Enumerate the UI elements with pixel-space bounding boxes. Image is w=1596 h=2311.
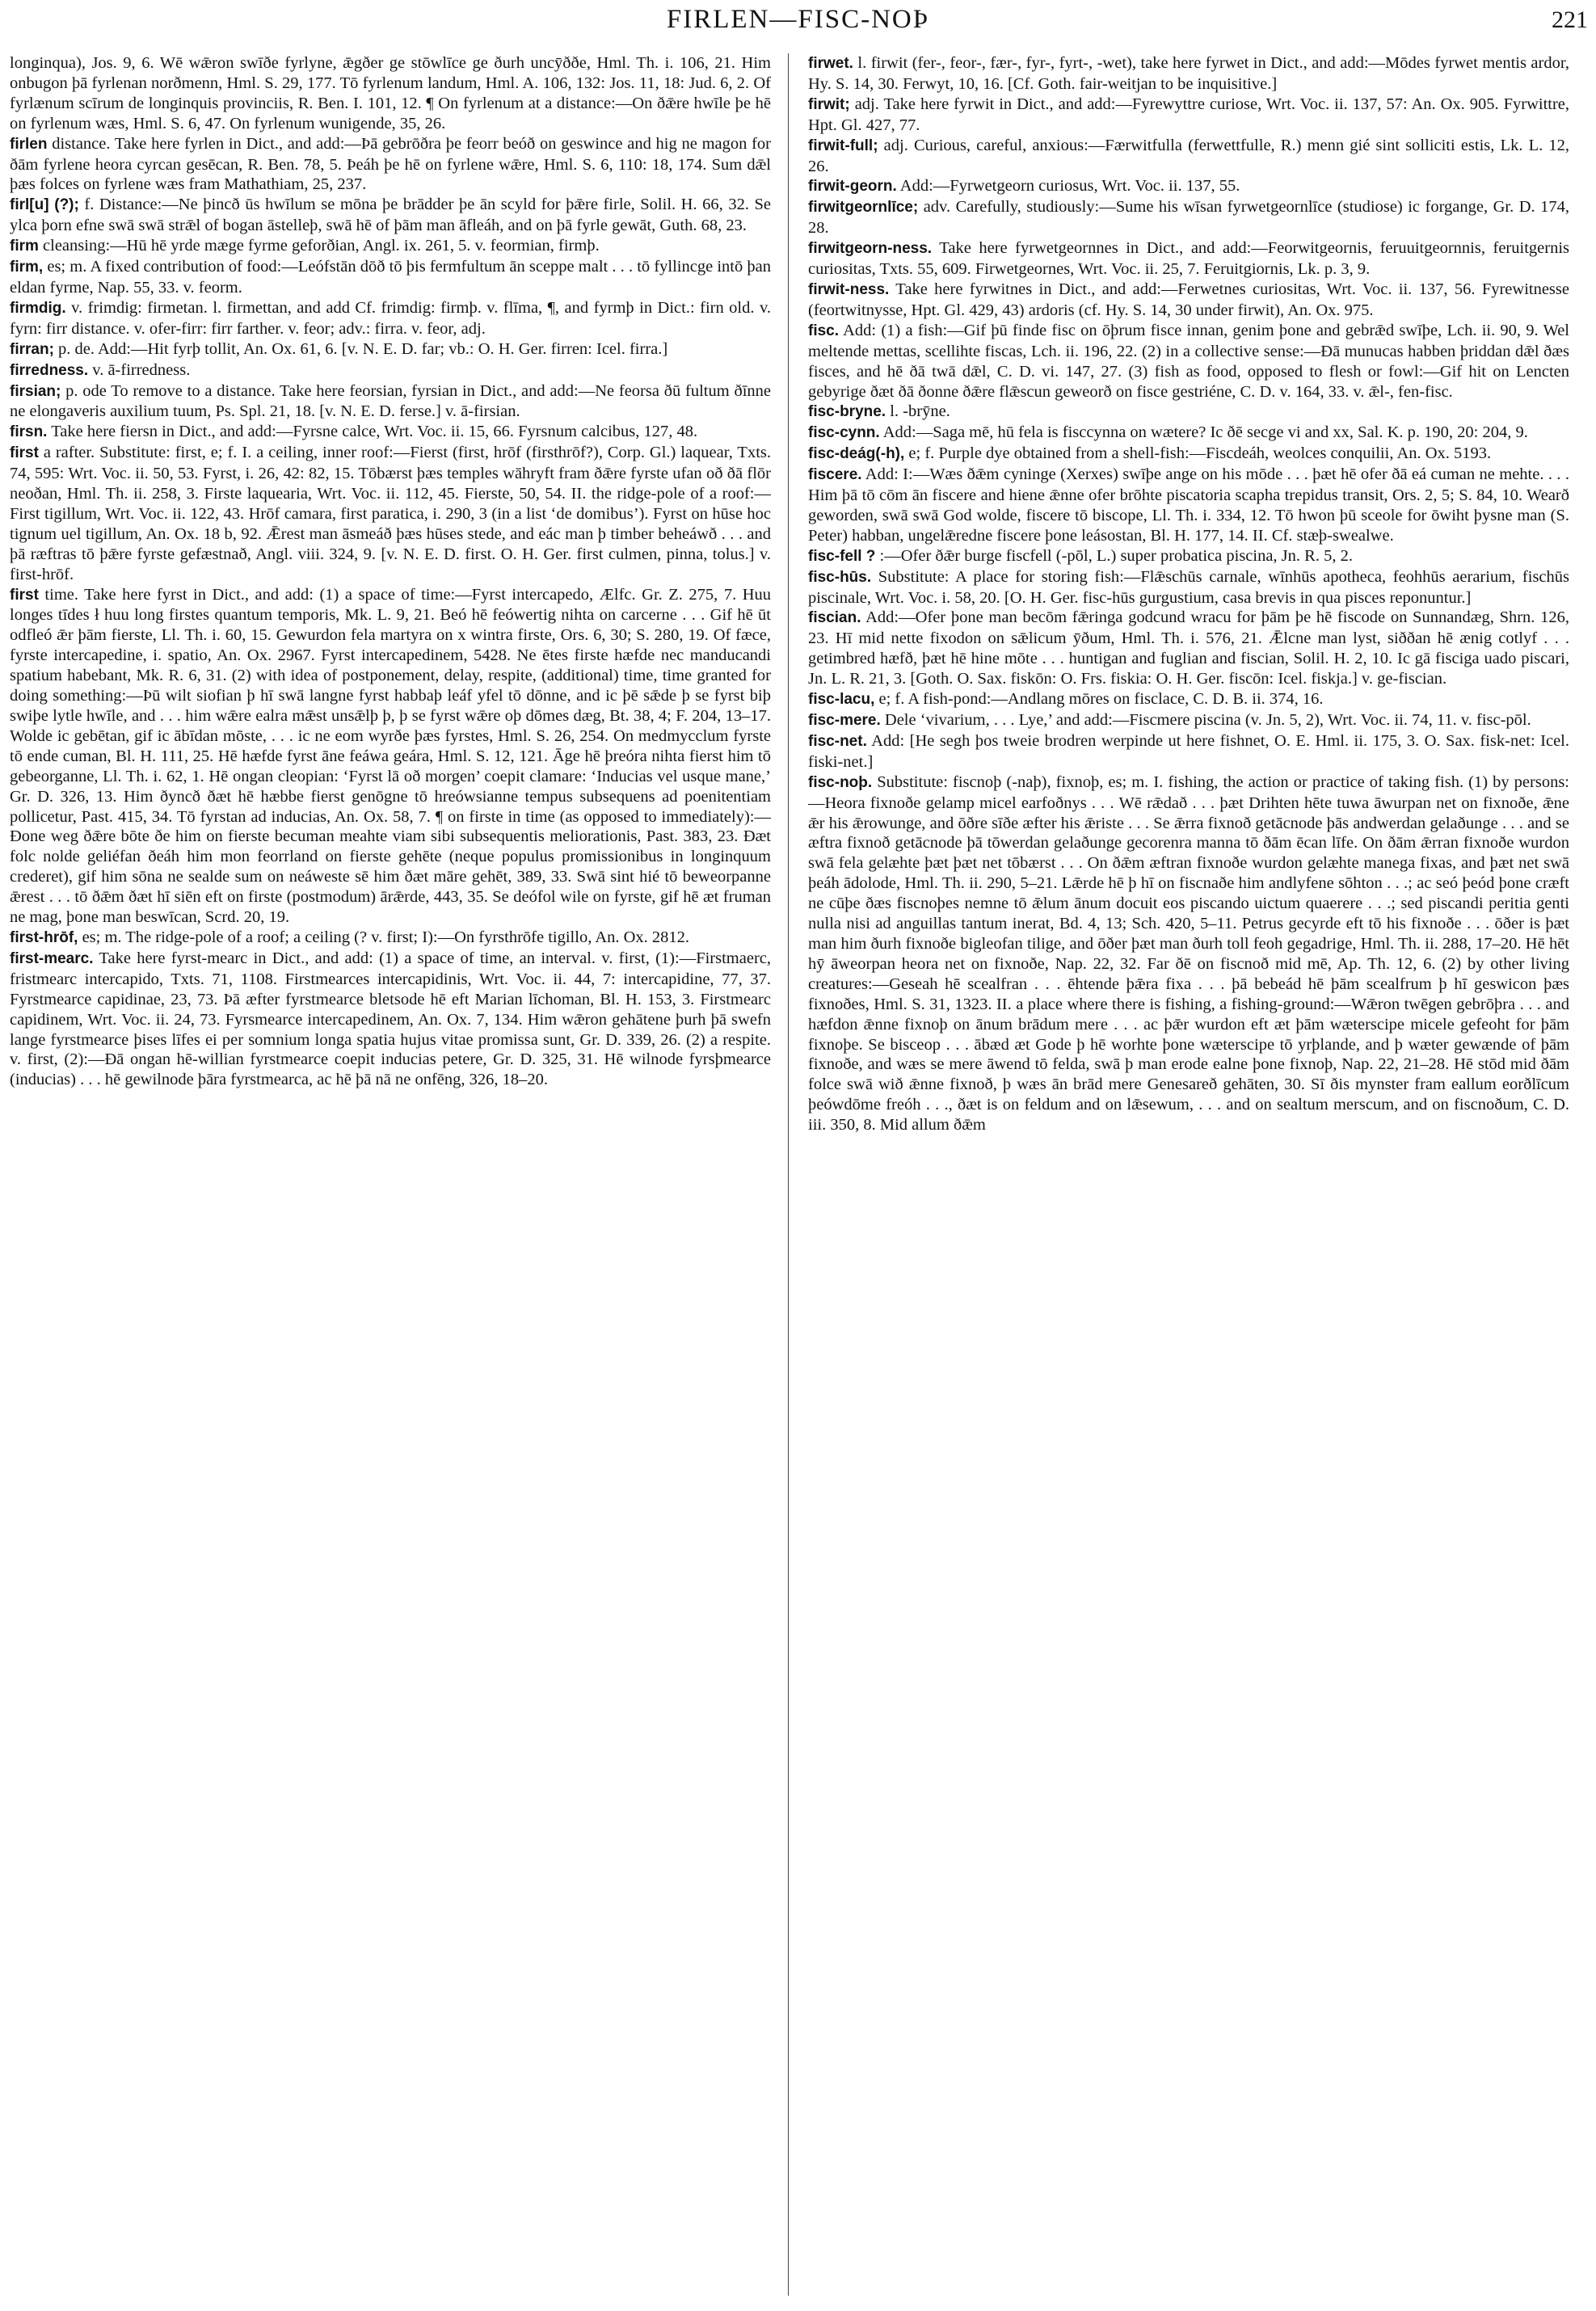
dictionary-entry — [808, 176, 1569, 197]
dictionary-entry — [808, 772, 1569, 1135]
entry-headword: first-hrōf, — [10, 928, 78, 946]
entry-headword: fisc-bryne. — [808, 403, 886, 421]
running-header — [0, 0, 1596, 39]
dictionary-entry — [808, 608, 1569, 689]
page-number: 221 — [1552, 6, 1588, 33]
entry-text: adj. Take here fyrwit in Dict., and add:—Fyrewyttre curiose, Wrt. Voc. ii. 137, 57: An. Ox. 905. Fyrwittre, Hpt. Gl. 427, 77. — [808, 95, 1569, 134]
dictionary-entry — [808, 567, 1569, 608]
dictionary-entry — [808, 53, 1569, 95]
entry-headword: firwitgeornlīce; — [808, 199, 919, 217]
right-column — [808, 53, 1569, 2300]
dictionary-entry — [10, 949, 771, 1090]
dictionary-entry — [808, 238, 1569, 280]
entry-text: Take here fyrwetgeornnes in Dict., and add:—Feorwitgeornis, feruuitgeornnis, feruitgernis curiositas, Txts. 55, 609. Firwetgeornes, Wrt. Voc. ii. 25, 7. Feruitgiornis, Lk. p. 3, 9. — [808, 239, 1569, 279]
entry-text: Add:—Saga mē, hū fela is fisccynna on wætere? Ic ðē secge vi and xx, Sal. K. p. 190, 20: 204, 9. — [882, 423, 1528, 442]
entry-text: Take here fyrst-mearc in Dict., and add: (1) a space of time, an interval. v. first, (1):—Firstmaerc, fristmearc intercapido, Txts. 71, 1108. Firstmearces intercapidinis, Wrt. Voc. ii. 44, 7: intercapidine, 77, 37. Fyrstmearce capidinae, 23, 73. Þā æfter fyrstmearce bletsode hē eft Marian līchoman, Bl. H. 153, 3. Firstmearc capidinem, Wrt. Voc. ii. 24, 73. Fyrsmearce intercapedinem, An. Ox. 7, 134. Him wǣron gehātene þurh þā swefn lange fyrstmearce þises līfes ei per somnium longa spatia hujus vitae promissa sunt, Gr. D. 339, 26. (2) a respite. v. first, (2):—Ðā ongan hē-willian fyrstmearce coepit inducias petere, Gr. D. 325, 31. Hē wilnode fyrsþmearce (inducias) . . . hē gewilnode þāra fyrstmearca, ac hē þā nā ne onfēng, 326, 18–20. — [10, 949, 771, 1089]
entry-headword: firwit-ness. — [808, 280, 890, 298]
entry-headword: fiscian. — [808, 609, 861, 627]
entry-headword: firwit-georn. — [808, 178, 897, 196]
entry-headword: fisc-net. — [808, 732, 867, 750]
dictionary-entry — [808, 402, 1569, 423]
dictionary-entry — [808, 136, 1569, 177]
entry-headword: firm — [10, 238, 39, 255]
entry-headword: firran; — [10, 340, 54, 358]
entry-headword: fisc-deág(-h), — [808, 445, 905, 463]
entry-text: a rafter. Substitute: first, e; f. I. a ceiling, inner roof:—Fierst (first, hrōf (firsthrōf?), Corp. Gl.) laquear, Txts. 74, 595: Wrt. Voc. ii. 50, 53. Fyrst, i. 26, 42: 82, 15. Tōbærst þæs temples wāhryft fram ðǣre fyrste ufan oð ðā flōr neoðan, Hml. Th. ii. 258, 3. Firste laquearia, Wrt. Voc. ii. 112, 45. Fierste, 50, 54. II. the ridge-pole of a roof:—First tigillum, Wrt. Voc. ii. 122, 43. Hrōf camara, first paratica, i. 290, 3 (in a list ‘de domibus’). Fyrst on hūse hoc tignum uel tigillum, An. Ox. 18 b, 92. Ǣrest man āsmeáð þæs hūses stede, and eác man þ timber beheáwð . . . and þā ræftras tō þǣre fyrste gefæstnað, Angl. viii. 324, 9. [v. N. E. D. first. O. H. Ger. first culmen, pinna, tolus.] v. first-hrōf. — [10, 444, 771, 583]
entry-text: :—Ofer ðǣr burge fiscfell (-pōl, L.) super probatica piscina, Jn. R. 5, 2. — [879, 546, 1353, 565]
dictionary-entry — [10, 443, 771, 584]
entry-headword: firl[u] (?); — [10, 196, 79, 214]
entry-text: Take here fiersn in Dict., and add:—Fyrsne calce, Wrt. Voc. ii. 15, 66. Fyrsnum calcibus, 127, 48. — [51, 423, 698, 441]
entry-text: Add: [He segh þos tweie brodren werpinde ut here fishnet, O. E. Hml. ii. 175, 3. O. Sax. fisk-net: Icel. fiski-net.] — [808, 731, 1569, 771]
entry-headword: firsn. — [10, 423, 48, 441]
entry-headword: fisc-hūs. — [808, 568, 872, 586]
dictionary-entry — [808, 689, 1569, 710]
dictionary-entry — [808, 95, 1569, 136]
entry-text: v. frimdig: firmetan. l. firmettan, and add Cf. frimdig: firmþ. v. flīma, ¶, and fyrmþ in Dict.: firn old. v. fyrn: firr distance. v. ofer-firr: firr farther. v. feor; adv.: firra. v. feor, adj. — [10, 298, 771, 338]
entry-text: Take here fyrwitnes in Dict., and add:—Ferwetnes curiositas, Wrt. Voc. ii. 137, 56. Fyrewitnesse (feortwitnysse, Hpt. Gl. 429, 43) ardoris (cf. Hy. S. 14, 30 under firwit), An. Ox. 975. — [808, 280, 1569, 319]
entry-headword: firwet. — [808, 55, 853, 72]
entry-text: l. -brȳne. — [890, 402, 950, 421]
entry-headword: firmdig. — [10, 299, 66, 317]
dictionary-entry — [10, 928, 771, 949]
dictionary-entry — [808, 444, 1569, 465]
entry-headword: fisc-mere. — [808, 712, 881, 729]
entry-text: time. Take here fyrst in Dict., and add: (1) a space of time:—Fyrst intercapedo, Ælfc. Gr. Z. 275, 7. Huu longes tīdes ł huu long firstes quantum temporis, Mk. L. 9, 21. Beó hē feówertig nihta on carcerne . . . Gif hē ūt odfleó ǣr þām fierste, Ll. Th. i. 60, 15. Gewurdon fela martyra on x wintra firste, Ors. 6, 30; S. 280, 19. Of fæce, fyrste intercapedine, i. spatio, An. Ox. 2967. Fyrst intercapedinem, 5428. Ne ētes firste hæfde nec manducandi spatium habebant, Mk. R. 6, 31. (2) with idea of postponement, delay, respite, (additional) time, time granted for doing something:—Þū wilt siofian þ hī swā langne fyrst habbaþ leáf yfel tō dōnne, and ic þē sǣde þ se fyrst biþ swiþe lytle hwīle, and . . . him wǣre ealra mǣst unsǣlþ þ, þ se fyrst wǣre oþ dōmes dæg, Bt. 38, 4; F. 204, 13–17. Wolde ic gebētan, gif ic ābīdan mōste, . . . ic ne eom wyrðe þæs fyrstes, Hml. S. 26, 254. On medmycclum fyrste tō ende cuman, Bl. H. 111, 25. Hē hæfde fyrst āne feáwa geára, Hml. S. 12, 121. Āge hē þreóra nihta fierst him tō gebeorganne, Ll. Th. i. 62, 1. Hē ongan cleopian: ‘Fyrst lā oð morgen’ coepit clamare: ‘Inducias vel usque mane,’ Gr. D. 326, 13. Him ðyncð ðæt hē hæbbe fierst genōgne tō hreówsianne tempus subsequens ad poenitentiam pollicetur, Past. 415, 34. Tō fyrstan ad inducias, An. Ox. 58, 7. ¶ on firste in time (as opposed to immediately):—Ðone weg ðǣre bōte ðe him on fierste becuman meahte viam sibi subsequentis meliorationis, Past. 383, 23. Ðæt folc nolde geliéfan ðeáh him mon feorrland on fierste gehēte (neque populus promissionibus in longinquum crederet), gif him sōna ne sealde sum on neáweste sē him ðæt māre gehēt, 389, 33. Swā sint hié tō beweorpanne ǣrest . . . tō ðǣm ðæt hī siēn eft on firste (postmodum) ārǣrde, 443, 35. Se deófol wile on fyrste, gif hē æt fruman ne mag, þone man beswīcan, Scrd. 20, 19. — [10, 585, 771, 927]
dictionary-entry — [10, 360, 771, 381]
entry-headword: firlen — [10, 135, 48, 153]
entry-text: Add:—Fyrwetgeorn curiosus, Wrt. Voc. ii. 137, 55. — [899, 177, 1240, 196]
entry-headword: first — [10, 586, 39, 604]
entry-text: p. de. Add:—Hit fyrþ tollit, An. Ox. 61, 6. [v. N. E. D. far; vb.: O. H. Ger. firren: Icel. firra.] — [58, 339, 668, 358]
entry-headword: firsian; — [10, 382, 61, 400]
entry-headword: fisc-lacu, — [808, 691, 875, 709]
entry-text: Add: I:—Wæs ðǣm cyninge (Xerxes) swīþe ange on his mōde . . . þæt hē ofer ðā eá cuman ne mehte. . . . Him þā tō cōm ān fiscere and hiene ǣnne ofer brōhte piscatoria scapha trepidus transit, Ors. 2, 5; S. 84, 10. Wearð geworden, swā swā God wolde, fiscere tō biscope, Ll. Th. i. 334, 12. Tō hwon þū sceole for ōwiht þysne man (S. Peter) habban, ungelǣredne fiscere þone leásostan, Bl. H. 177, 14. II. Cf. stæþ-swealwe. — [808, 465, 1569, 545]
entry-text: es; m. The ridge-pole of a roof; a ceiling (? v. first; I):—On fyrsthrōfe tigillo, An. Ox. 2812. — [82, 928, 690, 946]
entry-headword: fiscere. — [808, 466, 862, 484]
entry-text: longinqua), Jos. 9, 6. Wē wǣron swīðe fyrlyne, ǣgðer ge stōwlīce ge ðurh uncȳððe, Hml. Th. i. 106, 21. Him onbugon þā fyrlenan norðmenn, Hml. S. 29, 177. Tō fyrlenum landum, Hml. A. 106, 132: Jos. 11, 18: Jud. 6, 2. Of fyrlænum scīrum de longinquis provinciis, R. Ben. I. 101, 12. ¶ On fyrlenum at a distance:—On ðǣre hwīle þe hē on fyrlenum wæs, Hml. S. 6, 47. On fyrlenum wunigende, 35, 26. — [10, 54, 771, 133]
dictionary-entry — [808, 423, 1569, 444]
entry-text: adv. Carefully, studiously:—Sume his wīsan fyrwetgeornlīce (studiose) ic forgange, Gr. D. 174, 28. — [808, 198, 1569, 238]
dictionary-entry — [10, 298, 771, 339]
entry-text: es; m. A fixed contribution of food:—Leófstān dōð tō þis fermfultum ān sceppe malt . . . tō fyllincge intō þan eldan fyrme, Nap. 55, 33. v. feorm. — [10, 258, 771, 297]
entry-headword: fisc. — [808, 322, 840, 339]
entry-text: Substitute: A place for storing fish:—Flǣschūs carnale, wīnhūs apotheca, feohhūs aerarium, fischūs piscinale, Wrt. Voc. i. 58, 20. [O. H. Ger. fisc-hūs gurgustium, casa brevis in qua pisces reponuntur.] — [808, 567, 1569, 607]
entry-text: distance. Take here fyrlen in Dict., and add:—Þā gebrōðra þe feorr beóð on geswince and hig ne magon for ðām fyrlene heora cyrcan gesēcan, R. Ben. 78, 5. Þeáh þe hē on fyrlene wǣre, Hml. S. 6, 110: 18, 174. Sum dǣl þæs folces on fyrlene wæs fram Mathathiam, 25, 237. — [10, 134, 771, 194]
entry-headword: firredness. — [10, 361, 89, 379]
column-divider — [788, 53, 789, 2296]
dictionary-entry — [10, 422, 771, 443]
entry-headword: firm, — [10, 259, 44, 276]
entry-text: e; f. A fish-pond:—Andlang mōres on fisclace, C. D. B. ii. 374, 16. — [878, 690, 1324, 709]
entry-headword: firwitgeorn-ness. — [808, 240, 933, 258]
entry-headword: fisc-fell ? — [808, 547, 876, 565]
entry-text: e; f. Purple dye obtained from a shell-fish:—Fiscdeáh, weolces conquilii, An. Ox. 5193. — [908, 444, 1492, 463]
dictionary-entry — [808, 731, 1569, 772]
dictionary-entry — [808, 321, 1569, 402]
dictionary-entry — [10, 257, 771, 298]
dictionary-entry — [10, 585, 771, 928]
entry-headword: firwit-full; — [808, 137, 878, 154]
entry-text: p. ode To remove to a distance. Take here feorsian, fyrsian in Dict., and add:—Ne feorsa ðū fultum ðīnne ne elongaveris auxilium tuum, Ps. Spl. 21, 18. [v. N. E. D. ferse.] v. ā-firsian. — [10, 381, 771, 421]
entry-text: Add: (1) a fish:—Gif þū finde fisc on ōþrum fisce innan, genim þone and gebrǣd swīþe, Lch. ii. 90, 9. Wel meltende mettas, scellihte fiscas, Lch. ii. 196, 22. (2) in a collective sense:—Ðā munucas habben þriddan dǣl ðæs fisces, and hē ðā twā dǣl, C. D. vi. 147, 27. (3) fish as food, opposed to flesh or fowl:—Gif hit on Lencten gebyrige ðæt ðā ðonne ðǣre flǣscun geweorð on fisce gestriéne, C. D. v. 164, 33. v. ǣl-, fen-fisc. — [808, 321, 1569, 401]
dictionary-entry — [10, 339, 771, 360]
entry-headword: fisc-cynn. — [808, 424, 880, 442]
entry-headword: fisc-noþ. — [808, 773, 873, 791]
entry-headword: firwit; — [808, 95, 850, 113]
dictionary-entry — [808, 465, 1569, 546]
dictionary-entry — [10, 53, 771, 134]
entry-text: adj. Curious, careful, anxious:—Færwitfulla (ferwettfulle, R.) menn gié sint solliciti estis, Lk. L. 12, 26. — [808, 136, 1569, 175]
entry-text: Dele ‘vivarium, . . . Lye,’ and add:—Fiscmere piscina (v. Jn. 5, 2), Wrt. Voc. ii. 74, 11. v. fisc-pōl. — [884, 711, 1531, 729]
entry-text: Add:—Ofer þone man becōm fǣringa godcund wracu for þām þe hē fiscode on Sunnandæg, Shrn. 126, 23. Hī mid nette fixodon on sǣlicum ȳðum, Hml. Th. i. 576, 21. Ǣlcne man lyst, siððan hē ænig cotlyf . . . getimbred hæfð, þæt hē hine mōte . . . huntigan and fuglian and fiscian, Solil. H. 2, 10. Ic gā fisciga uado piscari, Jn. L. R. 21, 3. [Goth. O. Sax. fiskōn: O. Frs. fiskia: O. H. Ger. fiscōn: Icel. fiskja.] v. ge-fiscian. — [808, 608, 1569, 688]
entry-headword: first-mearc. — [10, 949, 94, 967]
entry-text: f. Distance:—Ne þincð ūs hwīlum se mōna þe brādder þe ān scyld for þǣre firle, Solil. H. 66, 32. Se ylca þorn efne swā swā strǣl of bogan āstelleþ, swā hē of þām man āfleáh, and on þā fyrle gewāt, Guth. 68, 23. — [10, 196, 771, 235]
dictionary-entry — [808, 546, 1569, 567]
dictionary-entry — [10, 381, 771, 423]
dictionary-entry — [808, 197, 1569, 238]
running-title: FIRLEN—FISC-NOÞ — [666, 5, 930, 34]
entry-text: Substitute: fiscnoþ (-naþ), fixnoþ, es; m. I. fishing, the action or practice of taking fish. (1) by persons:—Heora fixnoðe gelamp micel earfoðnys . . . Wē rǣdað . . . þæt Drihten hēte tuwa āwurpan net on fixnoðe, ǣne ǣr his ǣrowunge, and ōðre sīðe æfter his ǣriste . . . Se ǣrra fixnoð getācnode þās andwerdan gelaðunge . . . and se æftra fixnoð getācnode þā tōwerdan gelaðunge gecorenra manna tō ðām ēcan līfe. On ðām ǣrran fixnoðe wurdon swā fela gelæhte þæt þæt net tōbærst . . . On ðǣm æftran fixnoðe wurdon gelæhte manega fixas, and þæt net swā þeáh ādolode, Hml. Th. ii. 290, 5–21. Lǣrde hē þ hī on fiscnaðe him andlyfene sōhton . . .; ac seó þeód þone cræft ne cūþe ðæs fiscnoþes nemne tō ǣlum ānum docuit eos piscando uictum quaerere . . .; sed piscandi peritia genti nulla nisi ad anguillas tantum inerat, Bd. 4, 13; Sch. 420, 5–11. Petrus gecyrde eft tō his fixnoðe . . . ōðer is þæt man him ðurh fixnoðe bigleofan tilige, and ōðer þæt man ðurh toll feoh gegadrige, Hml. Th. ii. 288, 17–20. Hē hēt hȳ āweorpan heora net on fixnoðe, Nap. 22, 32. Far ðē on fiscnoð mid mē, Ap. Th. 12, 6. (2) by other living creatures:—Geseah hē scealfran . . . ēhtende þǣra fixa . . . þā bebeád hē þām scealfrum þ hī geswicon þæs fixnoðes, Hml. S. 31, 1323. II. a place where there is fishing, a fishing-ground:—Wǣron twēgen gebrōþra . . . and hæfdon ǣnne fixnoþ on ānum brādum mere . . . ac þǣr wurdon eft æt þām wæterscipe micele gefeoht for þām fixnoþe. Se bisceop . . . ābæd æt Gode þ hē worhte þone wæterscipe tō yrþlande, and þ wæter gewænde of þām fixnoðe, and wæs se mere āwend tō felda, swā þ man erode ealne þone fixnoþ, Nap. 22, 21–28. Hē stōd mid ðām folce swā wið ǣnne fixnoð, þ wæs ān brād mere Genesareð gehāten, 30. Sī ðis mynster fram eallum eorðlīcum þeówdōme freóh . . ., ðæt is on feldum and on lǣsewum, . . . and on sealtum merscum, and on fiscnoðum, C. D. iii. 350, 8. Mid allum ðǣm — [808, 772, 1569, 1134]
entry-text: v. ā-firredness. — [92, 360, 191, 379]
entry-headword: first — [10, 444, 39, 462]
dictionary-entry — [10, 236, 771, 257]
left-column — [10, 53, 771, 2300]
dictionary-entry — [808, 280, 1569, 321]
dictionary-entry — [10, 195, 771, 236]
dictionary-entry — [10, 134, 771, 196]
entry-text: l. firwit (fer-, feor-, fær-, fyr-, fyrt-, -wet), take here fyrwet in Dict., and add:—Mōdes fyrwet mentis ardor, Hy. S. 14, 30. Ferwyt, 10, 16. [Cf. Goth. fair-weitjan to be inquisitive.] — [808, 54, 1569, 93]
dictionary-entry — [808, 710, 1569, 731]
entry-text: cleansing:—Hū hē yrde mæge fyrme geforðian, Angl. ix. 261, 5. v. feormian, firmþ. — [43, 237, 600, 255]
